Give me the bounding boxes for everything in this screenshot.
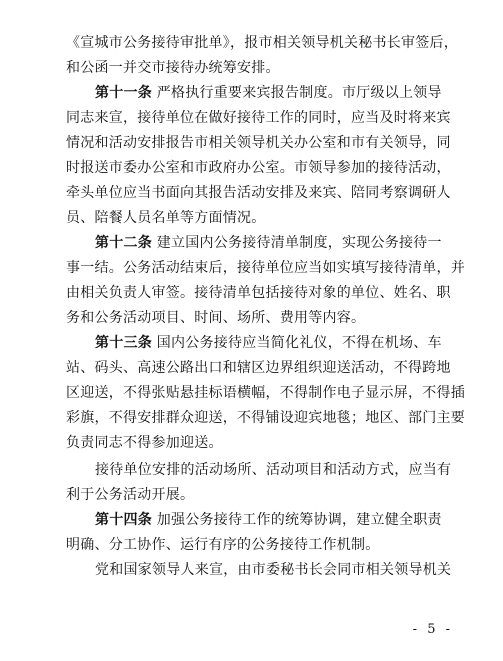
article-line: 第十一条 严格执行重要来宾报告制度。市厅级以上领导 [95,85,442,101]
article-line: 第十二条 建立国内公务接待清单制度，实现公务接待一 [95,235,442,251]
article-heading: 第十四条 [95,512,152,528]
body-line: 《宣城市公务接待审批单》，报市相关领导机关秘书长审签后， [66,35,458,51]
body-line: 区迎送，不得张贴悬挂标语横幅，不得制作电子显示屏，不得插 [66,385,465,401]
body-line: 彩旗，不得安排群众迎送，不得铺设迎宾地毯；地区、部门主要 [66,410,465,426]
article-heading: 第十三条 [95,335,152,351]
body-line: 时报送市委办公室和市政府办公室。市领导参加的接待活动， [66,160,451,176]
body-line: 员、陪餐人员名单等方面情况。 [66,210,266,226]
article-line: 第十四条 加强公务接待工作的统筹协调，建立健全职责 [95,512,442,528]
body-line: 党和国家领导人来宣，由市委秘书长会同市相关领导机关 [95,562,452,578]
body-line: 同志来宣，接待单位在做好接待工作的同时，应当及时将来宾 [66,110,451,126]
body-line: 牵头单位应当书面向其报告活动安排及来宾、陪同考察调研人 [66,185,451,201]
body-line: 事一结。公务活动结束后，接待单位应当如实填写接待清单，并 [66,260,465,276]
body-line: 明确、分工协作、运行有序的公务接待工作机制。 [66,537,380,553]
article-heading: 第十一条 [95,85,152,101]
body-line: 接待单位安排的活动场所、活动项目和活动方式，应当有 [95,462,452,478]
body-line: 站、码头、高速公路出口和辖区边界组织迎送活动，不得跨地 [66,360,451,376]
body-line: 由相关负责人审签。接待清单包括接待对象的单位、姓名、职 [66,285,451,301]
body-line: 负责同志不得参加迎送。 [66,435,223,451]
page-number: - 5 - [412,622,453,637]
body-line: 务和公务活动项目、时间、场所、费用等内容。 [66,310,366,326]
article-line: 第十三条 国内公务接待应当简化礼仪，不得在机场、车 [95,335,442,351]
body-line: 情况和活动安排报告市相关领导机关办公室和市有关领导，同 [66,135,451,151]
body-line: 利于公务活动开展。 [66,487,195,503]
article-heading: 第十二条 [95,235,152,251]
body-line: 和公函一并交市接待办统筹安排。 [66,60,280,76]
